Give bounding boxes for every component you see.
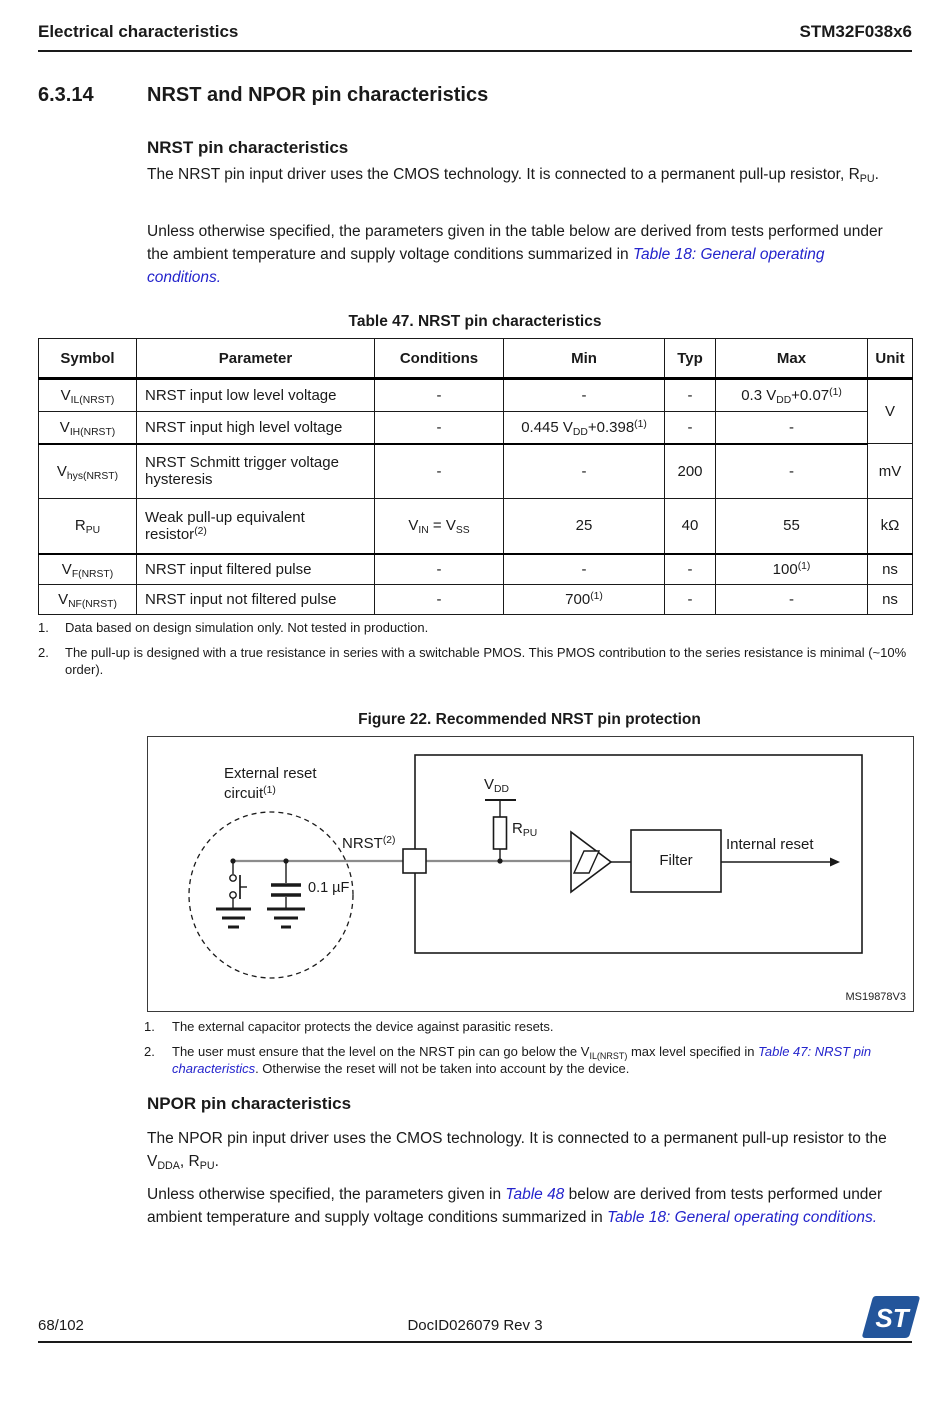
col-header-unit: Unit <box>868 339 913 379</box>
table-row <box>39 499 913 554</box>
external-reset-label: External reset circuit$^{(1)}$ <box>224 765 317 802</box>
cell-min: - <box>504 444 665 499</box>
cell-max: - <box>716 412 868 444</box>
cell-unit: kΩ <box>868 499 913 554</box>
table-footnote <box>38 645 912 678</box>
cell-max: - <box>716 585 868 615</box>
col-header-symbol: Symbol <box>39 339 137 379</box>
npor-subheading: NPOR pin characteristics <box>147 1094 352 1113</box>
cell-symbol: $V_{IL(NRST)}$ <box>39 379 137 412</box>
footnote-text <box>172 1044 892 1077</box>
cell-parameter: NRST input filtered pulse <box>137 554 375 585</box>
text-segment: The NRST pin input driver uses the CMOS technology. It is connected to a permanent pull-up resistor, $R_{PU}$. <box>147 166 879 185</box>
text-segment: Unless otherwise specified, the parameters given in the table below are derived from tests performed under the ambient temperature and supply voltage conditions summarized in <box>147 223 883 263</box>
cell-parameter: NRST input high level voltage <box>137 412 375 444</box>
cell-max: 55 <box>716 499 868 554</box>
header-rule <box>38 50 912 52</box>
cell-symbol: $R_{PU}$ <box>39 499 137 554</box>
cell-conditions: - <box>375 554 504 585</box>
header-chapter-title: Electrical characteristics <box>38 22 239 41</box>
table-row <box>39 379 913 412</box>
text-segment: The NPOR pin input driver uses the CMOS technology. It is connected to a permanent pull-up resistor to the $V_{DDA}$, $R_{PU}$. <box>147 1130 887 1172</box>
col-header-parameter: Parameter <box>137 339 375 379</box>
cell-typ: 200 <box>665 444 716 499</box>
cell-parameter: Weak pull-up equivalent resistor$^{(2)}$ <box>137 499 375 554</box>
ground-icon <box>267 909 305 927</box>
npor-paragraph-2 <box>147 1183 892 1229</box>
table-header-row <box>39 339 913 379</box>
figure-reference-code: MS19878V3 <box>845 991 906 1003</box>
cell-conditions: - <box>375 585 504 615</box>
cell-typ: - <box>665 412 716 444</box>
cell-parameter: NRST input not filtered pulse <box>137 585 375 615</box>
text-segment: The external capacitor protects the device against parasitic resets. <box>172 1019 554 1034</box>
cell-min: - <box>504 379 665 412</box>
cell-unit: V <box>868 379 913 444</box>
cross-reference-link[interactable]: Table 47: NRST pin characteristics <box>172 1044 872 1076</box>
capacitor <box>271 861 301 908</box>
cell-typ: 40 <box>665 499 716 554</box>
section-title: NRST and NPOR pin characteristics <box>147 84 489 106</box>
cell-symbol: $V_{F(NRST)}$ <box>39 554 137 585</box>
col-header-conditions: Conditions <box>375 339 504 379</box>
internal-reset-label: Internal reset <box>726 836 814 853</box>
table-footnote <box>38 620 912 637</box>
cell-min: 0.445 $V_{DD}+0.398^{(1)}$ <box>504 412 665 444</box>
cross-reference-link[interactable]: Table 18: General operating conditions. <box>147 246 825 286</box>
cell-unit: ns <box>868 585 913 615</box>
footer-doc-id: DocID026079 Rev 3 <box>407 1317 543 1334</box>
table-row <box>39 585 913 615</box>
cell-parameter: NRST Schmitt trigger voltage hysteresis <box>137 444 375 499</box>
nrst-paragraph-1 <box>147 163 892 186</box>
cell-typ: - <box>665 585 716 615</box>
reset-button <box>230 861 247 908</box>
cell-conditions: - <box>375 379 504 412</box>
svg-text:ST: ST <box>875 1303 909 1333</box>
footnote-number: 2. <box>38 645 49 660</box>
cell-unit: mV <box>868 444 913 499</box>
col-header-max: Max <box>716 339 868 379</box>
cell-unit: ns <box>868 554 913 585</box>
text-segment: Unless otherwise specified, the parameters given in <box>147 1186 506 1203</box>
cell-min: 700$^{(1)}$ <box>504 585 665 615</box>
header-part-number: STM32F038x6 <box>799 22 912 41</box>
st-logo <box>862 1295 920 1339</box>
cell-typ: - <box>665 379 716 412</box>
schmitt-trigger-icon <box>571 832 611 892</box>
cross-reference-link[interactable]: Table 48 <box>505 1186 565 1203</box>
arrowhead-icon <box>830 858 840 867</box>
footnote-number: 1. <box>38 620 49 635</box>
cross-reference-link[interactable]: Table 18: General operating conditions. <box>607 1209 878 1226</box>
footnote-text: The pull-up is designed with a true resistance in series with a switchable PMOS. This PMOS contribution to the series resistance is minimal (~10% order). <box>65 645 907 677</box>
cell-conditions: $V_{IN} = V_{SS}$ <box>375 499 504 554</box>
table-row <box>39 412 913 444</box>
footnote-text <box>172 1019 892 1036</box>
nrst-paragraph-2 <box>147 220 892 289</box>
footer-page-number: 68/102 <box>38 1317 84 1334</box>
cell-symbol: $V_{hys(NRST)}$ <box>39 444 137 499</box>
figure-footnote <box>144 1019 892 1036</box>
cell-symbol: $V_{IH(NRST)}$ <box>39 412 137 444</box>
figure-nrst-protection <box>147 736 914 1012</box>
footnote-text: Data based on design simulation only. Not tested in production. <box>65 620 429 635</box>
cell-conditions: - <box>375 412 504 444</box>
capacitor-value-label: 0.1 µF <box>308 880 350 896</box>
table-row <box>39 444 913 499</box>
figure-footnote <box>144 1044 892 1077</box>
rpu-label: $R_{PU}$ <box>512 820 538 839</box>
nrst-subheading: NRST pin characteristics <box>147 138 349 157</box>
nrst-pin-label: NRST$^{(2)}$ <box>342 834 396 852</box>
footnote-number: 1. <box>144 1019 155 1034</box>
text-segment: . Otherwise the reset will not be taken into account by the device. <box>255 1060 630 1076</box>
col-header-min: Min <box>504 339 665 379</box>
table-row <box>39 554 913 585</box>
section-number: 6.3.14 <box>38 84 94 106</box>
cell-min: - <box>504 554 665 585</box>
cell-max: 100$^{(1)}$ <box>716 554 868 585</box>
footer-rule <box>38 1341 912 1343</box>
st-logo-icon <box>862 1295 920 1339</box>
col-header-typ: Typ <box>665 339 716 379</box>
table-caption: Table 47. NRST pin characteristics <box>348 313 602 330</box>
figure-caption: Figure 22. Recommended NRST pin protection <box>358 711 701 728</box>
text-segment: below are derived from tests performed under ambient temperature and supply voltage conditions summarized in <box>147 1186 883 1226</box>
nrst-pin-pad <box>403 849 426 873</box>
cell-typ: - <box>665 554 716 585</box>
text-segment: The user must ensure that the level on the NRST pin can go below the $V_{IL(NRST)}$ max level specified in <box>172 1044 759 1061</box>
cell-conditions: - <box>375 444 504 499</box>
nrst-characteristics-table <box>38 338 913 615</box>
footnote-number: 2. <box>144 1044 155 1059</box>
cell-symbol: $V_{NF(NRST)}$ <box>39 585 137 615</box>
ground-icon <box>216 909 251 927</box>
npor-paragraph-1 <box>147 1127 892 1173</box>
cell-parameter: NRST input low level voltage <box>137 379 375 412</box>
cell-max: 0.3 $V_{DD}+0.07^{(1)}$ <box>716 379 868 412</box>
filter-label: Filter <box>659 852 693 869</box>
vdd-label: $V_{DD}$ <box>484 776 509 795</box>
cell-max: - <box>716 444 868 499</box>
cell-min: 25 <box>504 499 665 554</box>
